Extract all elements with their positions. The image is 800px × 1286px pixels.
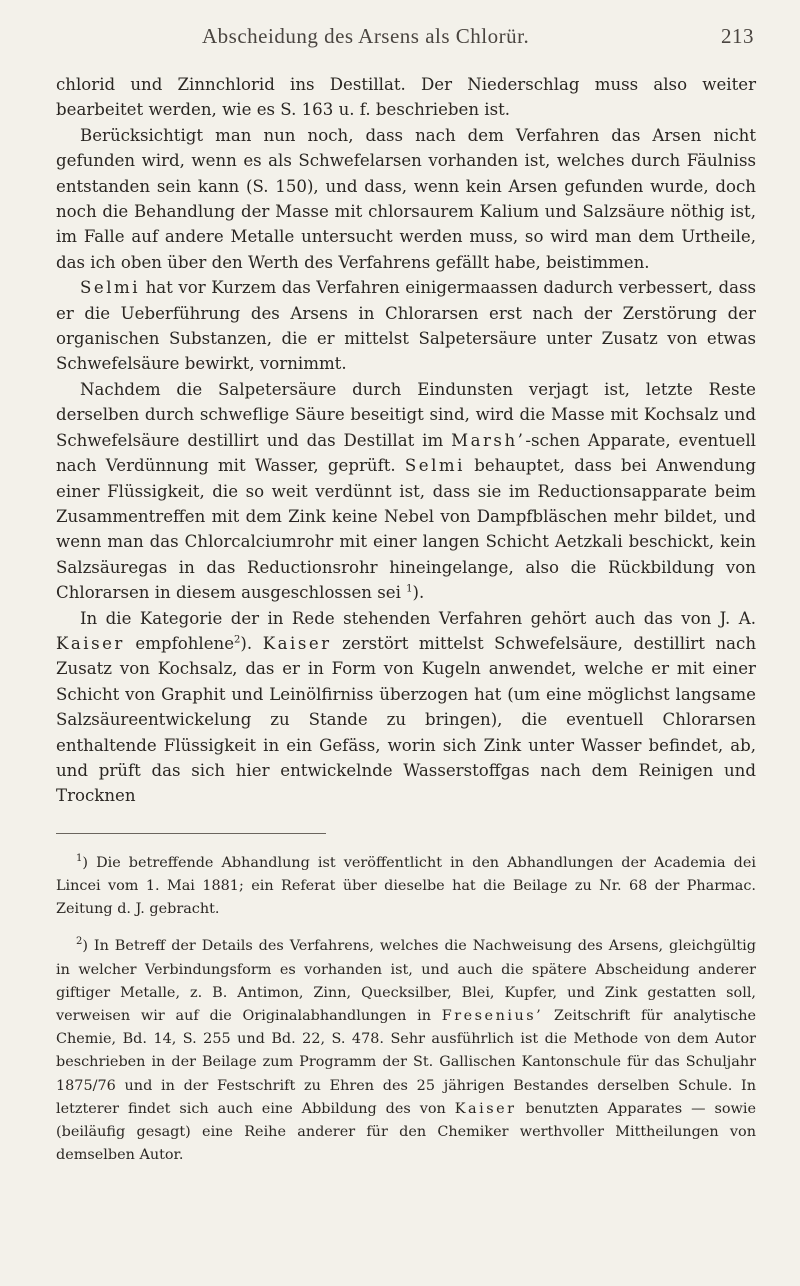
paragraph-1: chlorid und Zinnchlorid ins Destillat. Der Niederschlag muss also weiter bearbeitet werden, wie es S. 163 u. f. beschrieben ist. [56,75,756,120]
name-marsh: Marsh’ [451,430,526,450]
footnote-1 [56,852,756,922]
paragraph-5-text-b: empfohlene [124,633,235,653]
footnote-2-text-c: benutzten Apparates — sowie (beiläufig gesagt) eine Reihe anderer für den Chemiker werthvoller Mittheilungen von demselben Autor. [56,1100,756,1164]
paragraph-4 [56,377,756,606]
name-kaiser-footnote: Kaiser [454,1100,517,1117]
footnote-2 [56,935,756,1167]
footnote-2-mark: 2 [76,936,83,948]
footnote-divider [56,833,326,834]
footnote-1-text: ) Die betreffende Abhandlung ist veröffentlicht in den Abhandlungen der Academia dei Lincei vom 1. Mai 1881; ein Referat über dieselbe hat die Beilage zu Nr. 68 der Pharmac. Zeitung d. J. gebracht. [56,854,756,918]
page-number: 213 [721,24,754,48]
footnote-1-mark: 1 [76,852,83,864]
author-name-selmi: Selmi [80,278,141,298]
paragraph-3-text: hat vor Kurzem das Verfahren einigermaassen dadurch verbessert, dass er die Ueberführung des Arsens in Chlorarsen erst nach der Zerstörung der organischen Substanzen, die er mittelst Salpetersäure unter Zusatz von etwas Schwefelsäure bewirkt, vornimmt. [56,278,756,374]
footnote-ref-1[interactable]: 1 [406,583,413,595]
main-text [56,72,756,809]
author-name-kaiser-2: Kaiser [262,633,332,653]
page-header [56,20,756,56]
author-name-selmi-2: Selmi [404,456,465,476]
paragraph-2: Berücksichtigt man nun noch, dass nach dem Verfahren das Arsen nicht gefunden wird, wenn es als Schwefelarsen vorhanden ist, welches durch Fäulniss entstanden sein kann (S. 150), und dass, wenn kein Arsen gefunden wurde, doch noch die Behandlung der Masse mit chlorsaurem Kalium und Salzsäure nöthig ist, im Falle auf andere Metalle untersucht werden muss, so wird man dem Urtheile, das ich oben über den Werth des Verfahrens gefällt habe, beistimmen. [56,125,756,272]
paragraph-5-text-a: In die Kategorie der in Rede stehenden Verfahren gehört auch das von J. A. [80,608,756,628]
footnote-2-text-b: Zeitschrift für analytische Chemie, Bd. 14, S. 255 und Bd. 22, S. 478. Sehr ausführlich ist die Methode von dem Autor beschrieben in der Beilage zum Programm der St. Gallischen Kantonschule für das Schuljahr 1875/76 und in der Festschrift zu Ehren des 25 jährigen Bestandes derselben Schule. In letzterer findet sich auch eine Abbildung des von [56,1008,756,1117]
paragraph-3 [56,275,756,377]
paragraph-4-text-c: behauptet, dass bei Anwendung einer Flüssigkeit, die so weit verdünnt ist, dass sie im Reductionsapparate beim Zusammentreffen mit dem Zink keine Nebel von Dampfbläschen mehr bildet, und wenn man das Chlorcalciumrohr mit einer langen Schicht Aetzkali beschickt, kein Salzsäuregas in das Reductionsrohr hineingelange, also die Rückbildung von Chlorarsen in diesem ausgeschlossen sei [56,456,756,603]
footnotes [56,852,756,1168]
name-fresenius: Fresenius’ [441,1008,544,1024]
paragraph-5-text-c: ). [240,633,263,653]
paragraph-4-text-a: Nachdem die Salpetersäure durch Eindunsten verjagt ist, letzte Reste derselben durch schweflige Säure beseitigt sind, wird die Masse mit Kochsalz und Schwefelsäure destillirt und das Destillat im [56,379,756,450]
author-name-kaiser: Kaiser [56,633,125,653]
running-title: Abscheidung des Arsens als Chlorür. [202,24,530,48]
footnote-2-text-a: ) In Betreff der Details des Verfahrens, welches die Nachweisung des Arsens, gleichgültig in welcher Verbindungsform es vorhanden ist, und auch die spätere Abscheidung anderer giftiger Metalle, z. B. Antimon, Zinn, Quecksilber, Blei, Kupfer, und Zink gestatten soll, verweisen wir auf die Originalabhandlungen in [56,938,756,1024]
paragraph-5-text-d: zerstört mittelst Schwefelsäure, destillirt nach Zusatz von Kochsalz, das er in Form von Kugeln anwendet, welche er mit einer Schicht von Graphit und Leinölfirniss überzogen hat (um eine möglichst langsame Salzsäureentwickelung zu Stande zu bringen), die eventuell Chlorarsen enthaltende Flüssigkeit in ein Gefäss, worin sich Zink unter Wasser befindet, ab, und prüft das sich hier entwickelnde Wasserstoffgas nach dem Reinigen und Trocknen [56,633,757,806]
paragraph-4-text-b: -schen Apparate, eventuell nach Verdünnung mit Wasser, geprüft. [56,430,756,476]
paragraph-5 [56,606,756,809]
footnote-ref-2[interactable]: 2 [234,634,241,646]
paragraph-4-end: ). [412,583,425,603]
